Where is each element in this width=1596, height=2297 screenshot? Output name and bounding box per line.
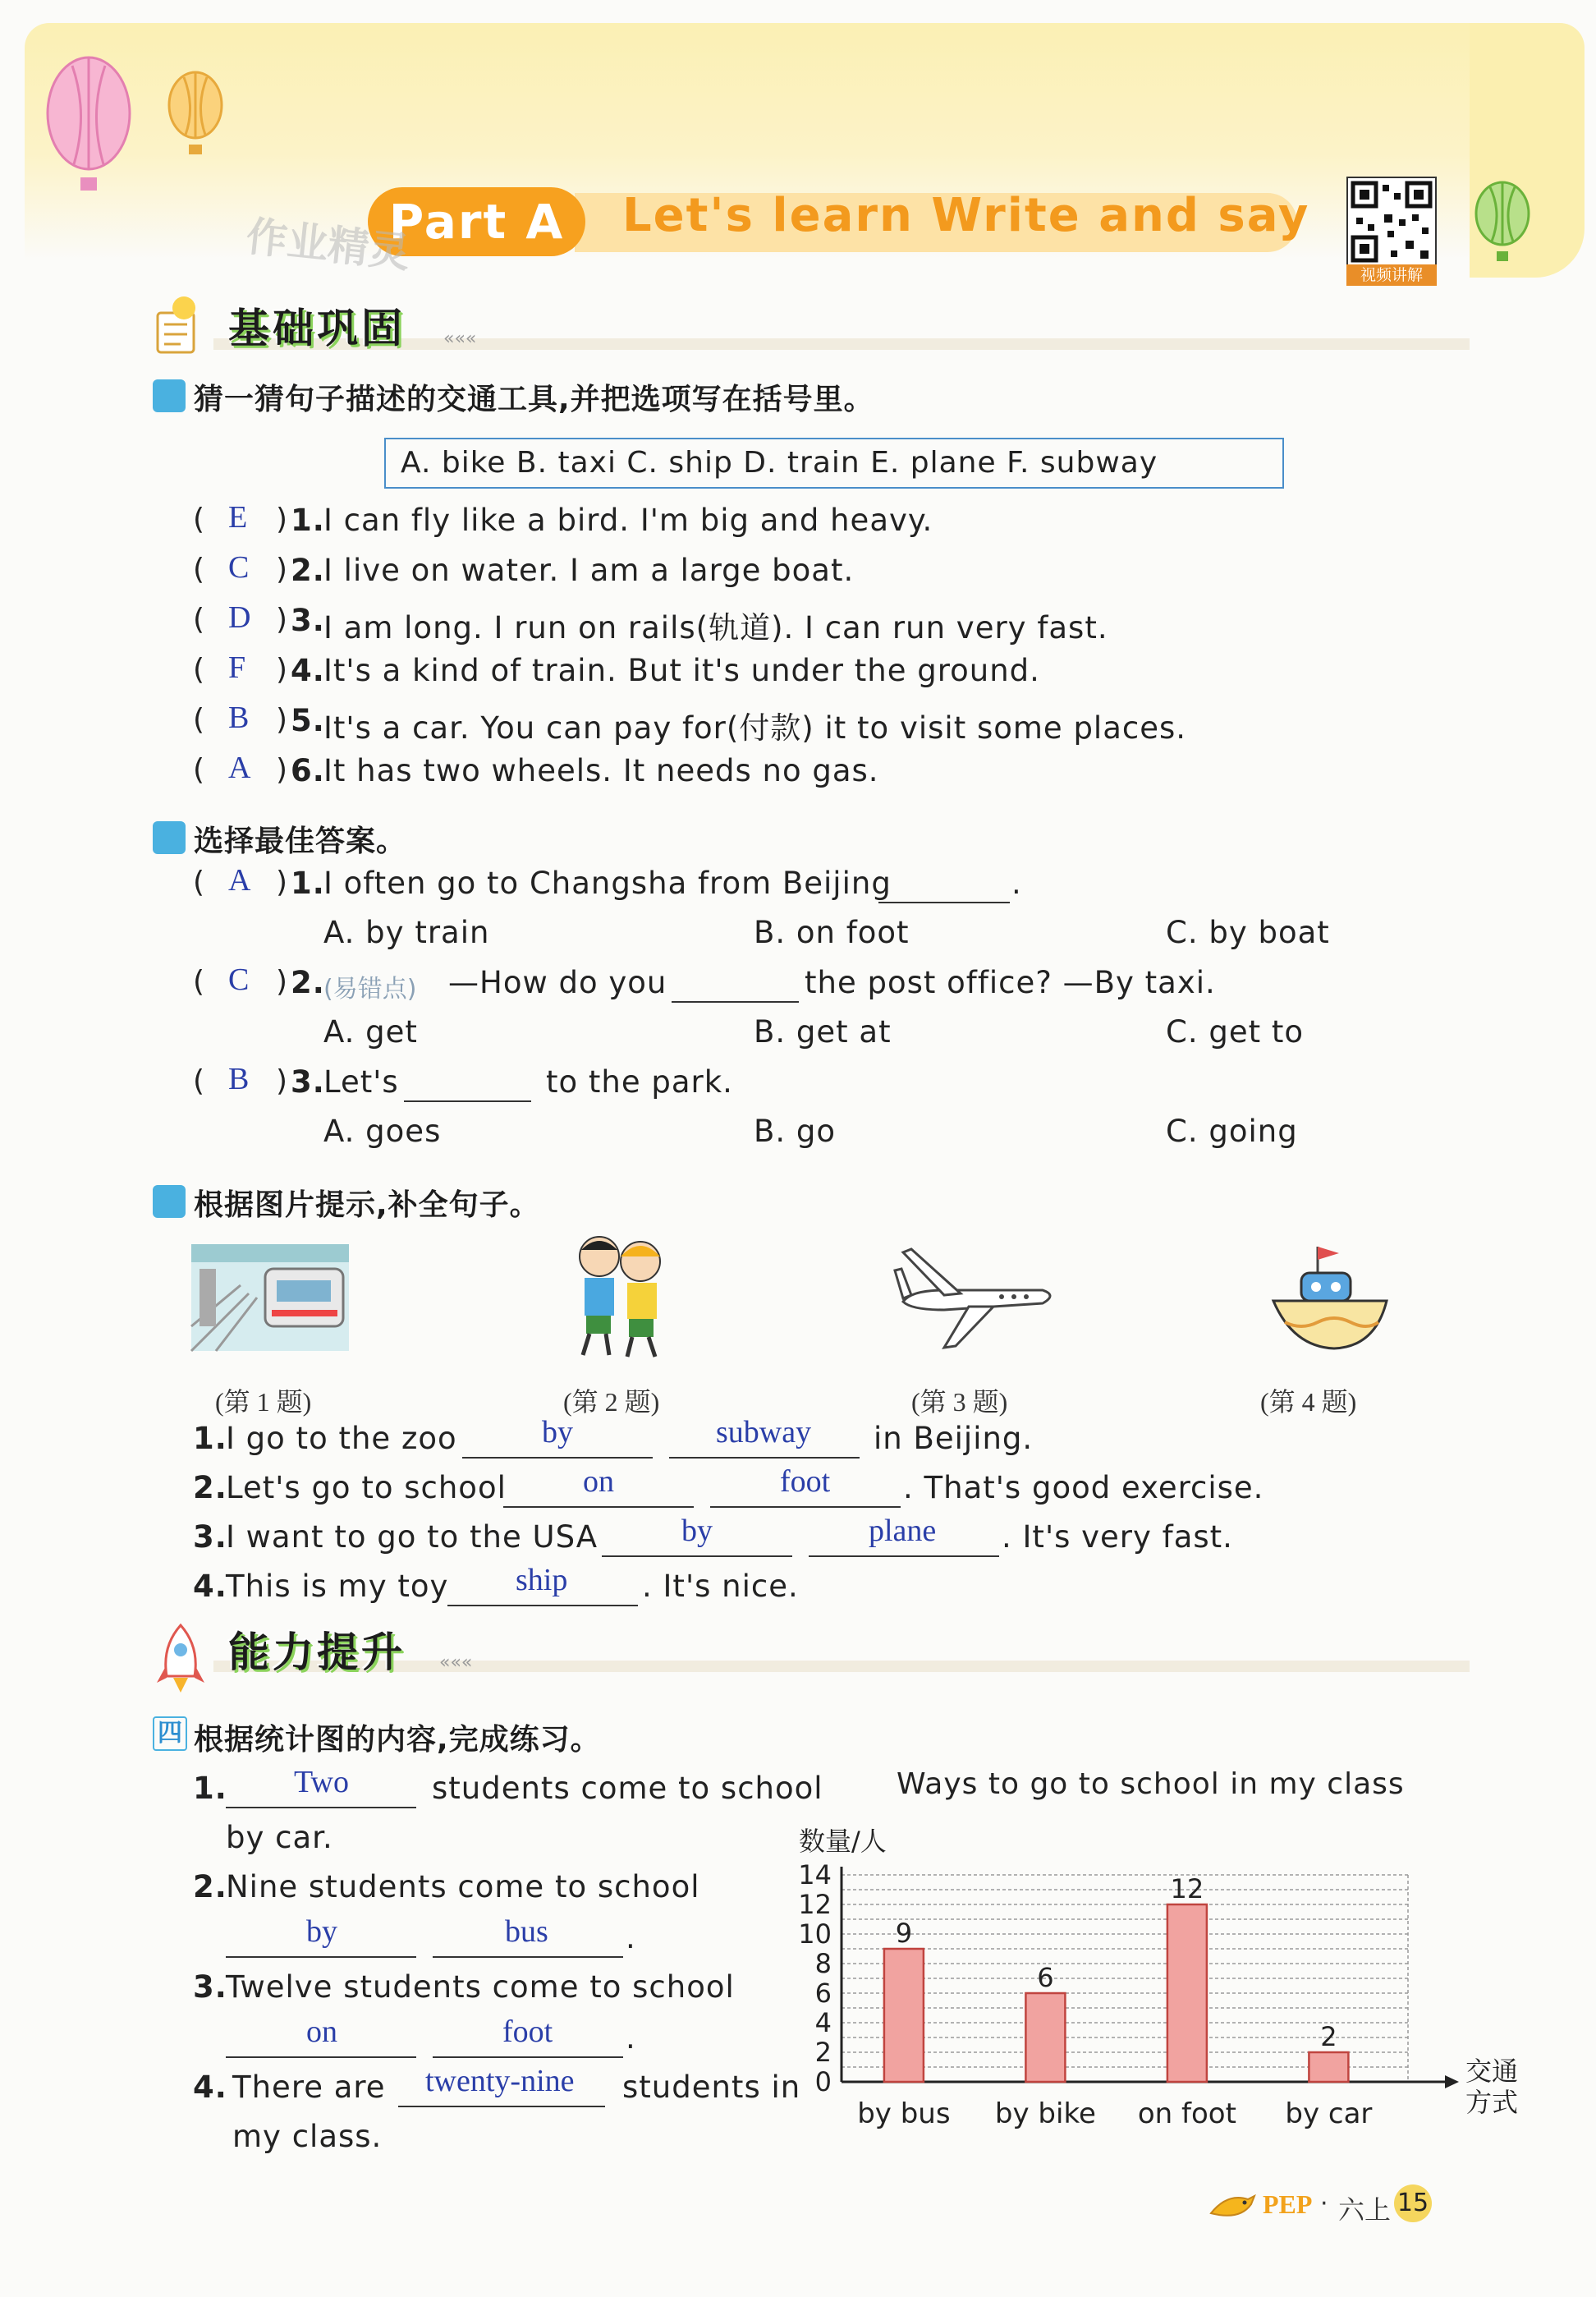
bird-icon: [1207, 2184, 1256, 2226]
y-axis-label: 数量/人: [799, 1826, 887, 1857]
footer: [1207, 2184, 1453, 2226]
question-3-marker: [153, 1185, 186, 1218]
section-title-advanced: 能力提升: [228, 1629, 406, 1676]
question-1-title: 猜一猜句子描述的交通工具,并把选项写在括号里。: [194, 383, 874, 416]
answer-blank[interactable]: [672, 963, 799, 1003]
bar: [1167, 1904, 1207, 2082]
answer-letter[interactable]: C: [228, 550, 250, 585]
section-arrows: «««: [439, 1652, 473, 1673]
airplane-picture: [895, 1244, 1059, 1351]
bar: [1025, 1993, 1065, 2082]
choice-option[interactable]: A. goes: [323, 1114, 442, 1149]
answer-letter[interactable]: B: [228, 1062, 250, 1096]
answer-letter[interactable]: C: [228, 962, 250, 997]
y-tick-label: 0: [814, 2066, 832, 2097]
x-tick-label: by bike: [994, 2097, 1096, 2130]
y-tick-label: 10: [798, 1918, 832, 1950]
qr-code[interactable]: [1346, 177, 1437, 267]
answer-letter[interactable]: E: [228, 500, 248, 535]
green-balloon-icon: [1465, 181, 1539, 271]
y-tick-label: 6: [814, 1978, 832, 2009]
y-tick-label: 14: [798, 1859, 832, 1890]
data-label: 2: [1320, 2021, 1337, 2052]
section-title-basic: 基础巩固: [228, 305, 406, 352]
footer-brand: PEP: [1263, 2189, 1313, 2219]
caption-2: (第 2 题): [563, 1387, 660, 1417]
rocket-icon: [152, 1622, 209, 1696]
notebook-lamp-icon: [148, 292, 213, 357]
watermark: 作业精灵: [244, 212, 413, 278]
kids-walking-picture: [558, 1232, 681, 1363]
question-3-title: 根据图片提示,补全句子。: [194, 1188, 540, 1222]
caption-1: (第 1 题): [215, 1387, 312, 1417]
x-tick-label: by car: [1285, 2097, 1373, 2130]
question-4-marker: 四: [153, 1716, 187, 1751]
answer-letter[interactable]: B: [228, 701, 250, 735]
bar-chart: [788, 1799, 1519, 2143]
qr-code-icon: [1348, 178, 1435, 265]
x-axis-arrow: [1445, 2075, 1459, 2088]
choice-option[interactable]: C. by boat: [1166, 915, 1330, 950]
footer-grade: 六上: [1338, 2194, 1392, 2226]
data-label: 9: [895, 1918, 913, 1949]
hot-air-balloon-icon: [25, 49, 238, 205]
bar: [884, 1949, 924, 2082]
qr-caption: 视频讲解: [1346, 264, 1437, 286]
choice-option[interactable]: C. get to: [1166, 1014, 1305, 1050]
q1-options: A. bike B. taxi C. ship D. train E. plane F. subway: [401, 446, 1158, 480]
y-tick-label: 4: [814, 2007, 832, 2038]
choice-option[interactable]: B. on foot: [754, 915, 910, 950]
y-tick-label: 8: [814, 1948, 832, 1979]
page-number: 15: [1394, 2184, 1432, 2222]
y-tick-label: 2: [814, 2037, 832, 2068]
section-arrows: «««: [443, 328, 477, 349]
subway-picture: [191, 1244, 349, 1351]
footer-dot: ·: [1320, 2189, 1328, 2218]
answer-letter[interactable]: A: [228, 863, 251, 898]
question-4-title: 根据统计图的内容,完成练习。: [194, 1723, 601, 1757]
choice-option[interactable]: A. by train: [323, 915, 490, 950]
question-2-title: 选择最佳答案。: [194, 825, 407, 858]
x-tick-label: on foot: [1137, 2097, 1236, 2130]
part-label: Part A: [368, 187, 585, 256]
choice-option[interactable]: B. get at: [754, 1014, 892, 1050]
caption-3: (第 3 题): [911, 1387, 1008, 1417]
choice-option[interactable]: C. going: [1166, 1114, 1298, 1149]
data-label: 12: [1170, 1873, 1204, 1904]
lesson-title: Let's learn Write and say: [622, 189, 1310, 242]
question-1-marker: [153, 379, 186, 412]
bar: [1309, 2052, 1348, 2082]
answer-letter[interactable]: A: [228, 751, 251, 785]
choice-option[interactable]: A. get: [323, 1014, 418, 1050]
answer-letter[interactable]: D: [228, 600, 251, 635]
chart-title: Ways to go to school in my class: [897, 1767, 1405, 1801]
y-tick-label: 12: [798, 1889, 832, 1920]
x-tick-label: by bus: [857, 2097, 951, 2130]
answer-blank[interactable]: [878, 864, 1010, 903]
caption-4: (第 4 题): [1260, 1387, 1357, 1417]
note-tag: (易错点): [323, 975, 417, 1004]
question-2-marker: [153, 821, 186, 854]
x-axis-label: 方式: [1465, 2087, 1519, 2118]
answer-letter[interactable]: F: [228, 650, 246, 685]
toy-ship-picture: [1268, 1240, 1392, 1355]
x-axis-label: 交通: [1465, 2056, 1519, 2087]
answer-blank[interactable]: [404, 1063, 531, 1102]
data-label: 6: [1037, 1962, 1054, 1993]
q1-options-box: [384, 438, 1284, 489]
choice-option[interactable]: B. go: [754, 1114, 837, 1149]
